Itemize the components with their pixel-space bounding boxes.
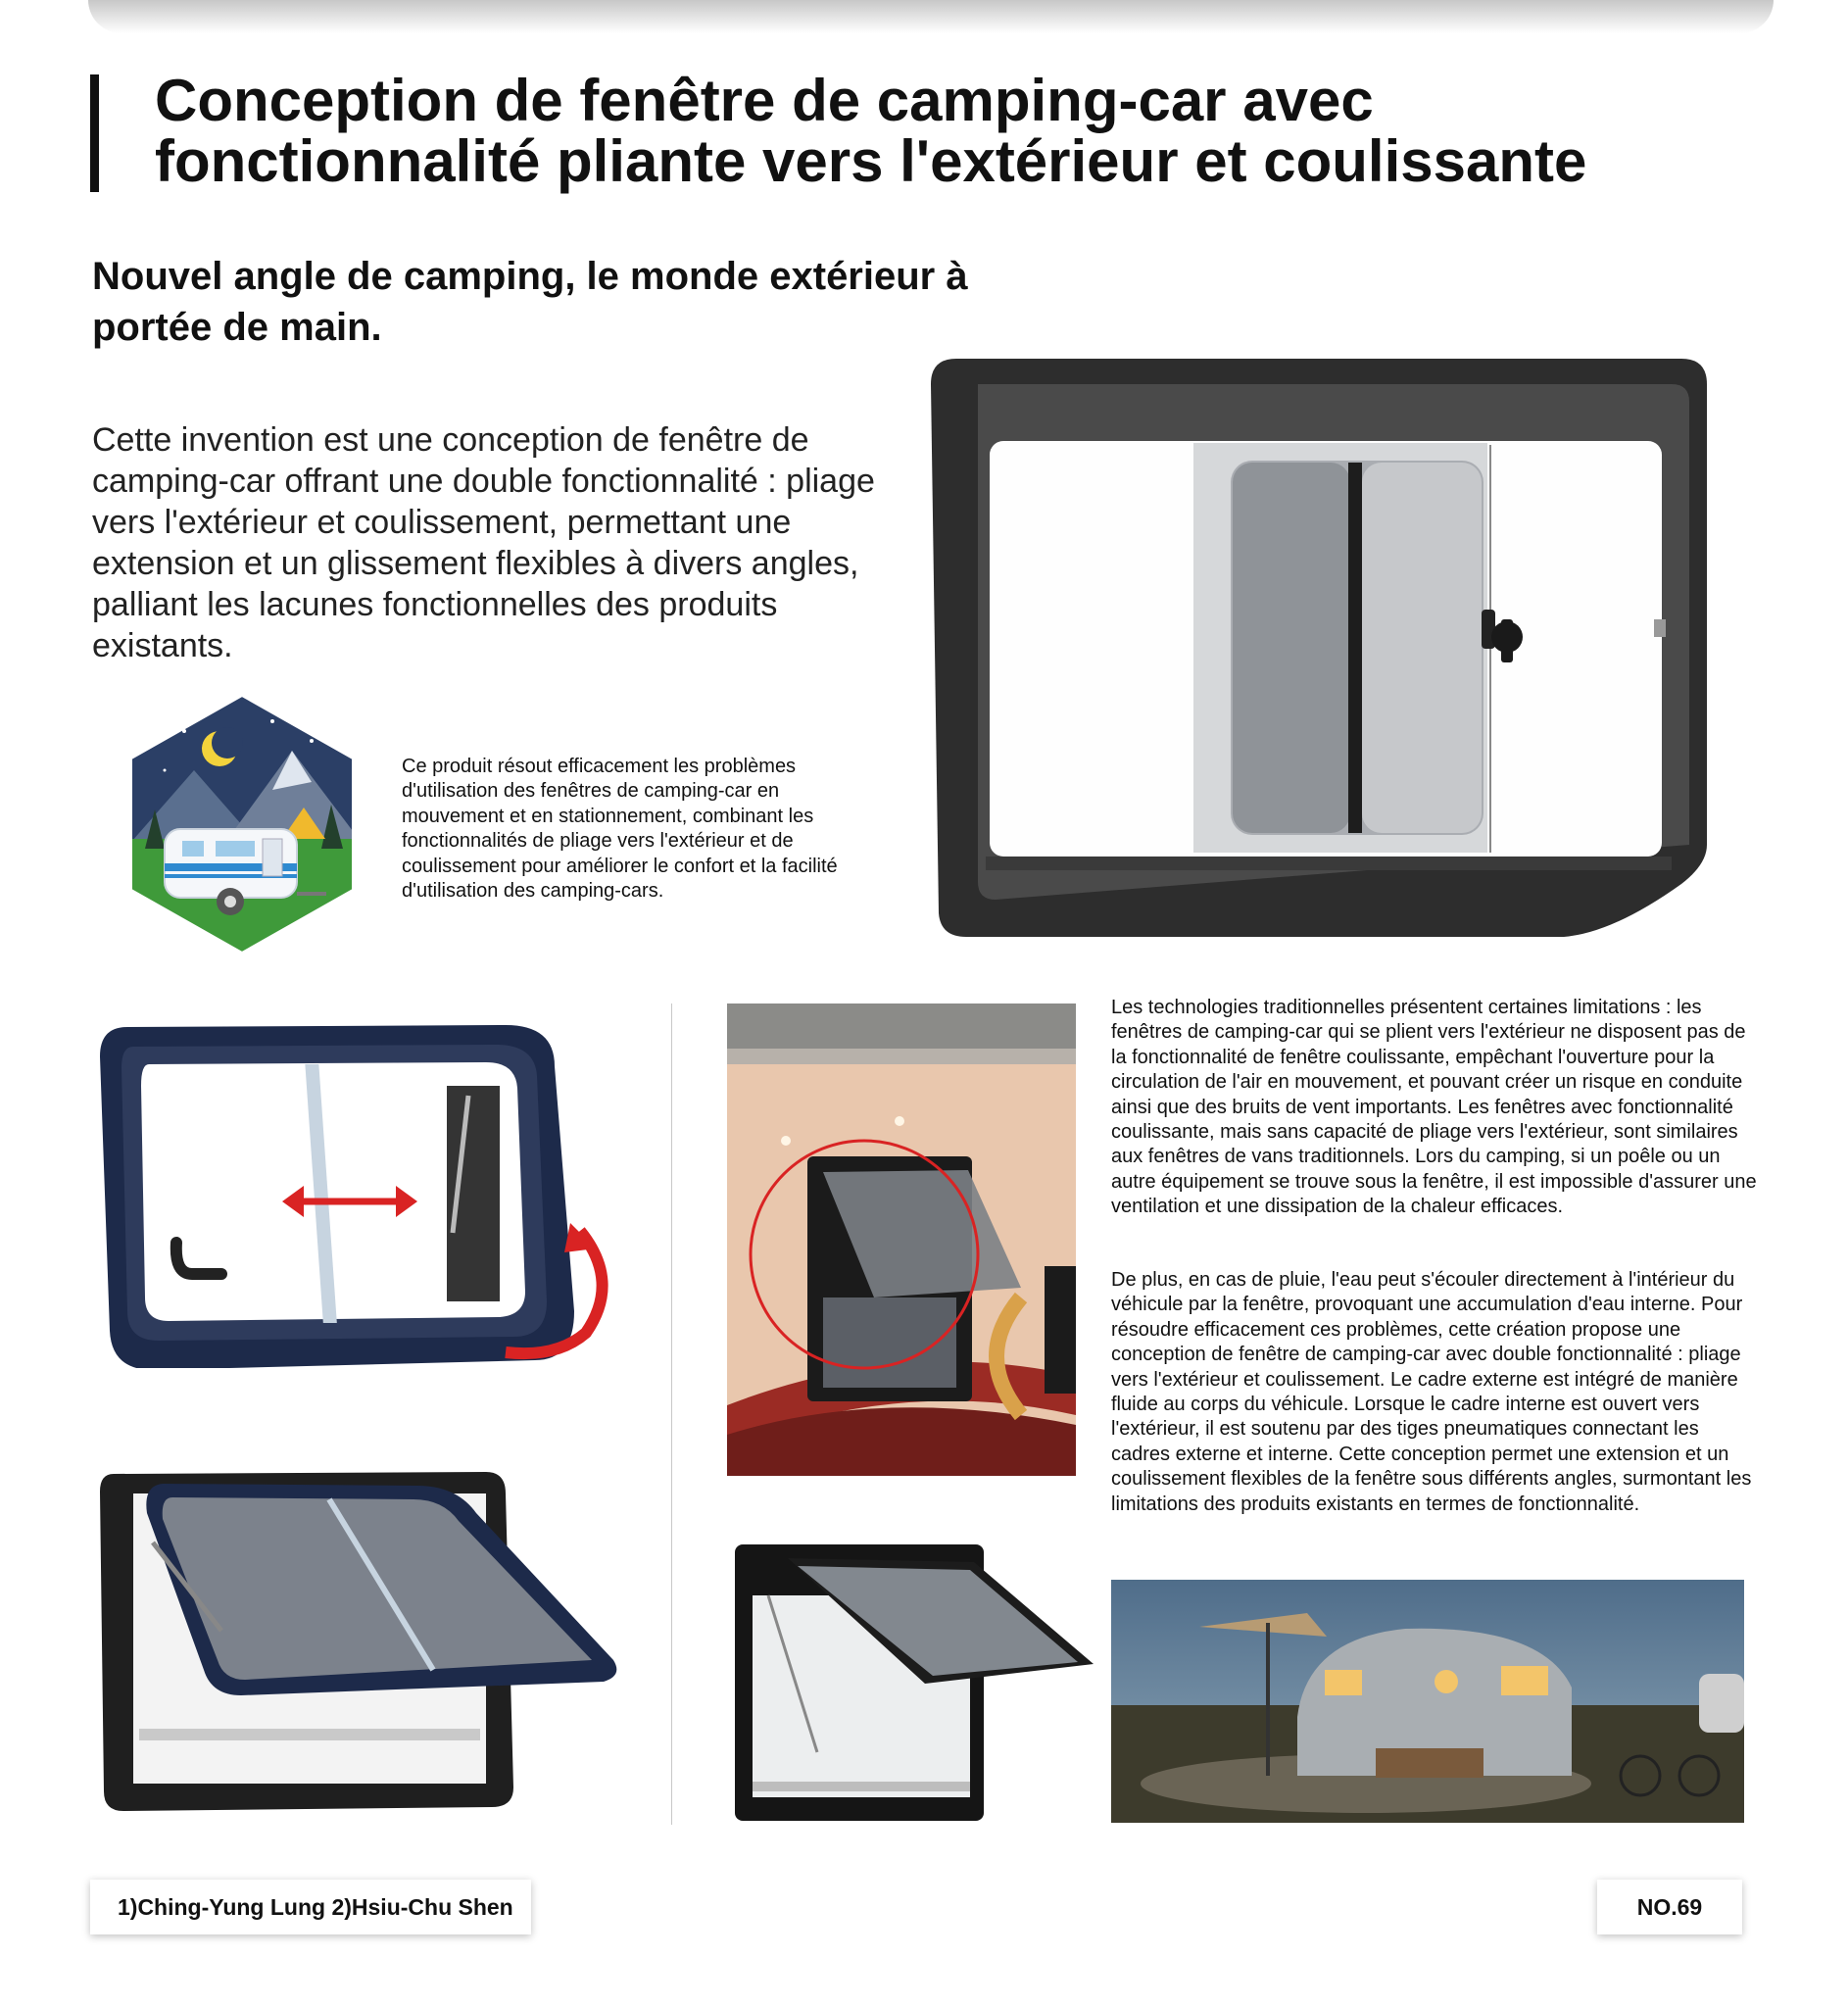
window-folded-open-image	[94, 1464, 623, 1813]
intro-paragraph: Cette invention est une conception de fenêtre de camping-car offrant une double fonctionnalité : pliage vers l'extérieur et coulissement, permettant une extension et un glissement flexibles à divers angles, palliant les lacunes fonctionnelles des produits existants.	[92, 421, 875, 664]
summary-paragraph: Ce produit résout efficacement les problèmes d'utilisation des fenêtres de camping-car en mouvement et en stationnement, combinant les fonctionnalités de pliage vers l'extérieur et de coulissement pour améliorer le confort et la facilité d'utilisation des camping-cars.	[402, 756, 838, 903]
caravan-evening-photo	[1111, 1580, 1744, 1823]
sliding-window-image	[927, 355, 1711, 947]
window-awning-open-image	[729, 1537, 1095, 1825]
camping-hexagon-illustration	[125, 692, 359, 956]
page-number: NO.69	[1597, 1880, 1742, 1934]
page-subtitle: Nouvel angle de camping, le monde extérieur à portée de main.	[92, 255, 968, 349]
fold-out-arrow-icon	[496, 1223, 623, 1364]
rv-window-photo	[727, 1004, 1076, 1476]
title-accent-bar	[90, 74, 99, 192]
page-title: Conception de fenêtre de camping-car avec fonctionnalité pliante vers l'extérieur et coulissante	[155, 68, 1587, 194]
column-divider	[671, 1004, 672, 1825]
footer-authors: 1)Ching-Yung Lung 2)Hsiu-Chu Shen	[90, 1880, 531, 1934]
body-paragraph-2: De plus, en cas de pluie, l'eau peut s'écouler directement à l'intérieur du véhicule par la fenêtre, provoquant une accumulation d'eau interne. Pour résoudre efficacement ces problèmes, cette création propose une conception de fenêtre de camping-car avec double fonctionnalité : pliage vers l'extérieur et coulissement. Le cadre externe est intégré de manière fluide au corps du véhicule. Lorsque le cadre interne est ouvert vers l'extérieur, il est soutenu par des tiges pneumatiques connectant les cadres externe et interne. Cette conception permet une extension et un coulissement flexibles de la fenêtre sous différents angles, surmontant les limitations des produits existants en termes de fonctionnalité.	[1111, 1269, 1752, 1515]
top-shadow	[88, 0, 1774, 33]
body-paragraph-1: Les technologies traditionnelles présentent certaines limitations : les fenêtres de camping-car qui se plient vers l'extérieur ne disposent pas de la fonctionnalité de fenêtre coulissante, empêchant l'ouverture pour la circulation de l'air en mouvement, et pouvant créer un risque en conduite ainsi que des bruits de vent importants. Les fenêtres avec fonctionnalité coulissante, mais sans capacité de pliage vers l'extérieur, sont similaires aux fenêtres de vans traditionnels. Lors du camping, si un poêle ou un autre équipement se trouve sous la fenêtre, il est impossible d'assurer une ventilation et une dissipation de la chaleur efficaces.	[1111, 997, 1757, 1218]
